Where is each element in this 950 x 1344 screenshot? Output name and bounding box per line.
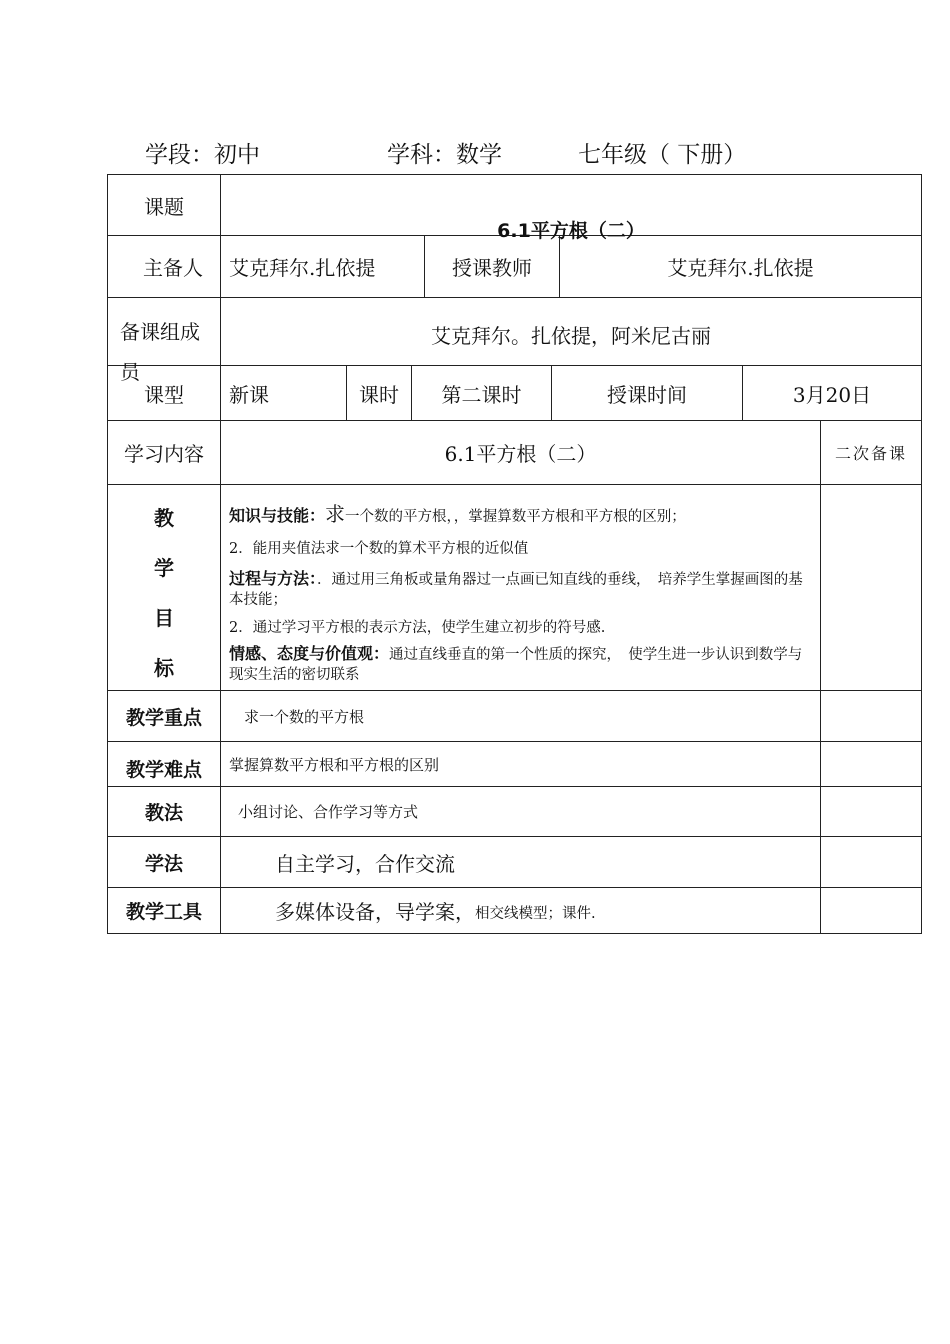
content-label: 学习内容 — [124, 442, 204, 466]
goals-label-char: 教 — [154, 506, 174, 530]
topic-cell — [221, 175, 921, 242]
second-prep-column-divider — [820, 420, 821, 934]
table-border-bottom — [107, 933, 922, 934]
difficulty-label: 教学难点 — [125, 758, 202, 781]
process-item-2: 2．通过学习平方根的表示方法，使学生建立初步的符号感. — [229, 620, 606, 636]
topic-label: 课题 — [144, 194, 184, 219]
learning-method-label: 学法 — [144, 852, 183, 875]
teaching-method-value: 小组讨论、合作学习等方式 — [238, 803, 419, 821]
type-value: 新课 — [229, 382, 269, 407]
process-title: 过程与方法： — [229, 569, 318, 588]
key-point-label: 教学重点 — [125, 706, 202, 729]
teaching-method-label: 教法 — [144, 802, 183, 824]
knowledge-item-2: 2．能用夹值法求一个数的算术平方根的近似值 — [229, 541, 529, 557]
table-border-right — [921, 174, 922, 934]
period-label: 课时 — [359, 382, 399, 407]
tools-value-main: 多媒体设备，导学案， — [275, 900, 475, 924]
goals-label — [108, 485, 220, 690]
emotion-goal — [229, 643, 815, 685]
time-value: 3月20日 — [792, 382, 872, 407]
tools-value — [275, 888, 820, 933]
emotion-title: 情感、态度与价值观： — [229, 644, 390, 663]
subject: 学科：数学 — [387, 142, 502, 168]
knowledge-title: 知识与技能： — [229, 506, 326, 525]
emotion-text: 通过直线垂直的第一个性质的探究， 使学生进一步认识到数学与现实生活的密切联系 — [229, 647, 803, 683]
knowledge-text: 一个数的平方根，，掌握算数平方根和平方根的区别； — [345, 509, 686, 525]
goals-label-char: 学 — [154, 556, 174, 580]
goals-label-char: 目 — [154, 606, 174, 630]
teacher-label: 授课教师 — [452, 256, 532, 280]
topic-value: 6.1平方根（二） — [497, 220, 645, 242]
tools-value-extra: 相交线模型；课件. — [475, 906, 596, 922]
label-column-divider — [220, 174, 221, 934]
grade: 七年级（ 下册） — [578, 142, 747, 168]
group-label: 备课组成员 — [120, 320, 200, 384]
preparer-label: 主备人 — [143, 256, 203, 280]
period-value: 第二课时 — [441, 382, 522, 407]
time-label: 授课时间 — [607, 382, 687, 407]
second-prep-label: 二次备课 — [834, 444, 907, 463]
knowledge-goal — [229, 501, 686, 528]
difficulty-value: 掌握算数平方根和平方根的区别 — [229, 755, 440, 774]
preparer-value: 艾克拜尔.扎依提 — [229, 256, 376, 280]
knowledge-lead: 求 — [325, 502, 346, 526]
learning-method-value: 自主学习，合作交流 — [275, 851, 455, 876]
goals-label-char: 标 — [154, 656, 174, 680]
type-label: 课型 — [144, 382, 184, 407]
tools-label: 教学工具 — [125, 901, 202, 923]
content-value: 6.1平方根（二） — [444, 442, 597, 466]
group-value: 艾克拜尔。扎依提，阿米尼古丽 — [431, 324, 711, 348]
group-label-cell — [108, 298, 220, 384]
key-point-value: 求一个数的平方根 — [244, 707, 365, 726]
school-stage: 学段：初中 — [145, 142, 260, 168]
goals-content — [229, 485, 815, 690]
process-goal — [229, 568, 815, 610]
teacher-value: 艾克拜尔.扎依提 — [667, 256, 814, 280]
process-text: ．通过用三角板或量角器过一点画已知直线的垂线， 培养学生掌握画图的基本技能； — [229, 572, 803, 608]
